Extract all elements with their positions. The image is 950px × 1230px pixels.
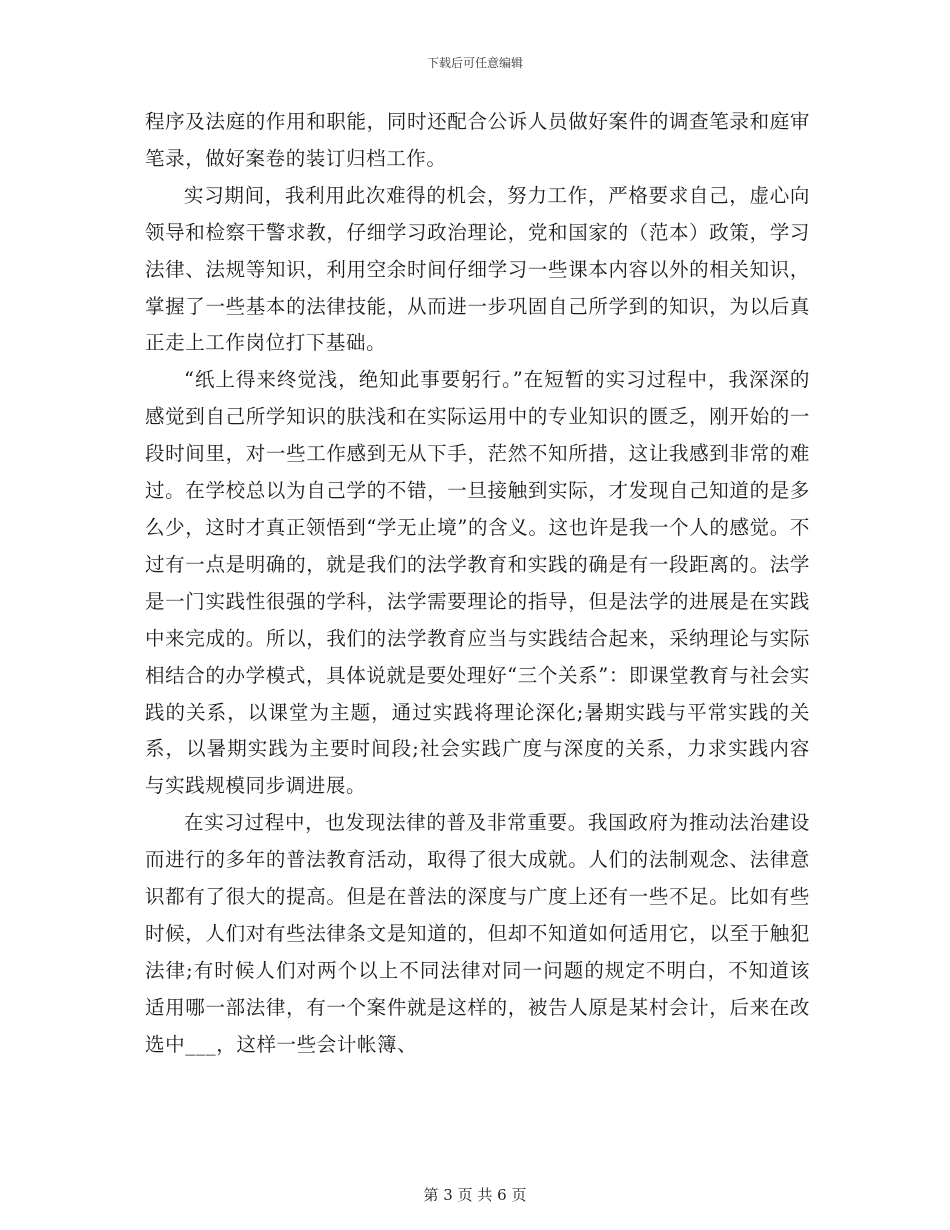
paragraph-2: 实习期间，我利用此次难得的机会，努力工作，严格要求自己，虚心向领导和检察干警求教，仔细学习政治理论，党和国家的（范本）政策，学习法律、法规等知识，利用空余时间仔细学习一些课本内容以外的相关知识，掌握了一些基本的法律技能，从而进一步巩固自己所学到的知识，为以后真正走上工作岗位打下基础。	[145, 183, 810, 355]
paragraph-3: “纸上得来终觉浅，绝知此事要躬行。”在短暂的实习过程中，我深深的感觉到自己所学知识的肤浅和在实际运用中的专业知识的匮乏，刚开始的一段时间里，对一些工作感到无从下手，茫然不知所措，这让我感到非常的难过。在学校总以为自己学的不错，一旦接触到实际，才发现自己知道的是多么少，这时才真正领悟到“学无止境”的含义。这也许是我一个人的感觉。不过有一点是明确的，就是我们的法学教育和实践的确是有一段距离的。法学是一门实践性很强的学科，法学需要理论的指导，但是法学的进展是在实践中来完成的。所以，我们的法学教育应当与实践结合起来，采纳理论与实际相结合的办学模式，具体说就是要处理好“三个关系”：即课堂教育与社会实践的关系，以课堂为主题，通过实践将理论深化;暑期实践与平常实践的关系，以暑期实践为主要时间段;社会实践广度与深度的关系，力求实践内容与实践规模同步调进展。	[145, 368, 810, 798]
paragraph-1: 程序及法庭的作用和职能，同时还配合公诉人员做好案件的调查笔录和庭审笔录，做好案卷的装订归档工作。	[145, 110, 810, 170]
document-body	[145, 104, 810, 1064]
page-number-footer: 第 3 页 共 6 页	[423, 1186, 527, 1204]
paragraph-4: 在实习过程中，也发现法律的普及非常重要。我国政府为推动法治建设而进行的多年的普法教育活动，取得了很大成就。人们的法制观念、法律意识都有了很大的提高。但是在普法的深度与广度上还有一些不足。比如有些时候，人们对有些法律条文是知道的，但却不知道如何适用它，以至于触犯法律;有时候人们对两个以上不同法律对同一问题的规定不明白，不知道该适用哪一部法律，有一个案件就是这样的，被告人原是某村会计，后来在改选中___，这样一些会计帐簿、	[145, 811, 810, 1056]
page-header: 下载后可任意编辑	[426, 56, 523, 70]
